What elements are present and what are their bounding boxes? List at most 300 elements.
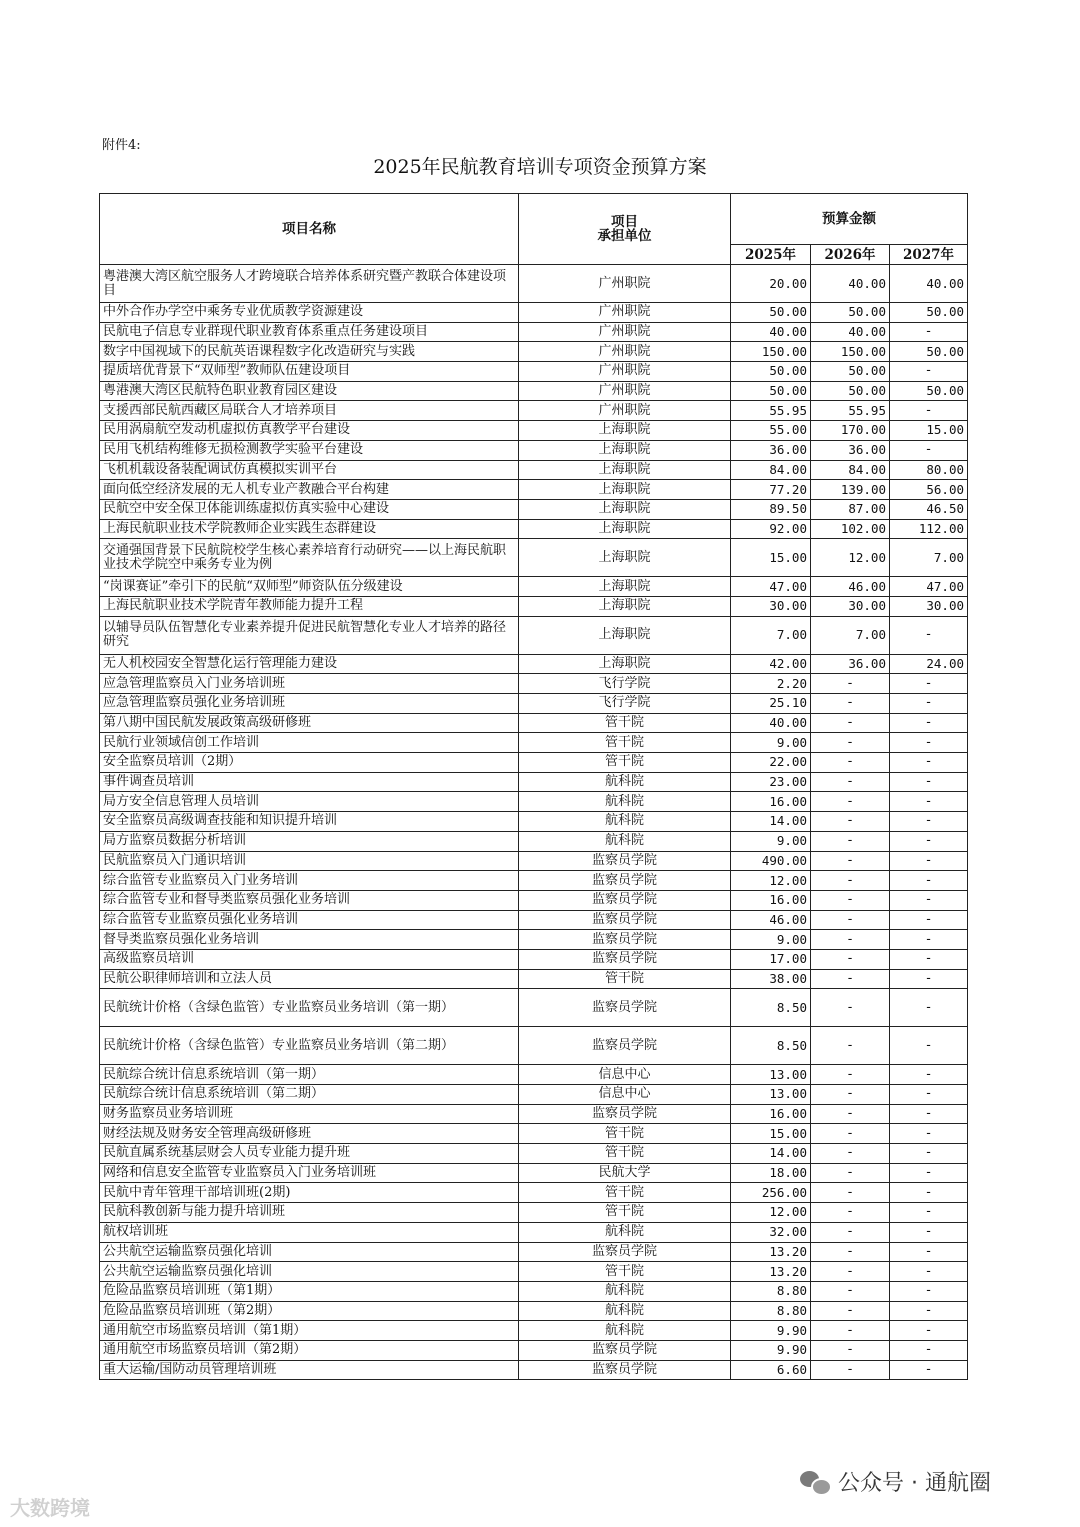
budget-2026-cell: - (811, 1163, 890, 1183)
header-year-2025: 2025年 (731, 245, 811, 265)
budget-2027-cell: - (890, 871, 968, 891)
project-name-cell: 事件调查员培训 (100, 772, 519, 792)
budget-2026-cell: - (811, 1203, 890, 1223)
table-row (100, 401, 968, 421)
table-row (100, 596, 968, 616)
budget-2027-cell: - (890, 890, 968, 910)
budget-2026-cell: 36.00 (811, 440, 890, 460)
project-name-cell: 高级监察员培训 (100, 949, 519, 969)
budget-2026-cell: 30.00 (811, 596, 890, 616)
budget-2027-cell: - (890, 1262, 968, 1282)
table-row (100, 1203, 968, 1223)
budget-2026-cell: - (811, 1124, 890, 1144)
budget-2026-cell: - (811, 1360, 890, 1380)
project-name-cell: 民航科教创新与能力提升培训班 (100, 1203, 519, 1223)
unit-cell: 航科院 (519, 1301, 731, 1321)
budget-2025-cell: 8.80 (731, 1281, 811, 1301)
header-unit: 项目 承担单位 (519, 194, 731, 265)
project-name-cell: 安全监察员高级调查技能和知识提升培训 (100, 812, 519, 832)
budget-2025-cell: 150.00 (731, 342, 811, 362)
table-row (100, 519, 968, 539)
project-name-cell: 应急管理监察员入门业务培训班 (100, 674, 519, 694)
table-row (100, 480, 968, 500)
budget-2025-cell: 77.20 (731, 480, 811, 500)
unit-cell: 管干院 (519, 1124, 731, 1144)
watermark-right-text: 公众号 · 通航圈 (838, 1471, 991, 1496)
unit-cell: 监察员学院 (519, 1360, 731, 1380)
budget-2027-cell: - (890, 1242, 968, 1262)
unit-cell: 上海职院 (519, 596, 731, 616)
budget-2027-cell: - (890, 1027, 968, 1065)
table-row (100, 1144, 968, 1164)
budget-2026-cell: 12.00 (811, 539, 890, 577)
project-name-cell: 第八期中国民航发展政策高级研修班 (100, 713, 519, 733)
unit-cell: 飞行学院 (519, 694, 731, 714)
budget-2027-cell: - (890, 1163, 968, 1183)
project-name-cell: 公共航空运输监察员强化培训 (100, 1242, 519, 1262)
project-name-cell: 通用航空市场监察员培训（第1期） (100, 1321, 519, 1341)
table-row (100, 265, 968, 303)
unit-cell: 广州职院 (519, 322, 731, 342)
budget-2027-cell: - (890, 792, 968, 812)
budget-2026-cell: - (811, 989, 890, 1027)
budget-2025-cell: 13.00 (731, 1065, 811, 1085)
budget-2026-cell: 40.00 (811, 265, 890, 303)
budget-2026-cell: 50.00 (811, 303, 890, 323)
table-row (100, 772, 968, 792)
budget-2025-cell: 18.00 (731, 1163, 811, 1183)
budget-2026-cell: 55.95 (811, 401, 890, 421)
budget-2027-cell: - (890, 713, 968, 733)
table-row (100, 1242, 968, 1262)
budget-2027-cell: 15.00 (890, 421, 968, 441)
budget-2025-cell: 16.00 (731, 1104, 811, 1124)
project-name-cell: 重大运输/国防动员管理培训班 (100, 1360, 519, 1380)
budget-2025-cell: 55.00 (731, 421, 811, 441)
budget-2026-cell: - (811, 1222, 890, 1242)
budget-2025-cell: 89.50 (731, 499, 811, 519)
budget-2026-cell: - (811, 930, 890, 950)
budget-2026-cell: 46.00 (811, 577, 890, 597)
budget-2026-cell: - (811, 1144, 890, 1164)
unit-cell: 民航大学 (519, 1163, 731, 1183)
table-row (100, 1281, 968, 1301)
unit-cell: 上海职院 (519, 440, 731, 460)
table-row (100, 1183, 968, 1203)
header-project-name: 项目名称 (100, 194, 519, 265)
budget-2025-cell: 14.00 (731, 812, 811, 832)
budget-2027-cell: - (890, 969, 968, 989)
budget-2027-cell: - (890, 1360, 968, 1380)
table-row (100, 674, 968, 694)
budget-2025-cell: 16.00 (731, 792, 811, 812)
budget-2026-cell: 102.00 (811, 519, 890, 539)
table-row (100, 1321, 968, 1341)
table-row (100, 539, 968, 577)
table-row (100, 1262, 968, 1282)
budget-2026-cell: - (811, 694, 890, 714)
budget-2027-cell: - (890, 772, 968, 792)
budget-2027-cell: 40.00 (890, 265, 968, 303)
project-name-cell: 粤港澳大湾区民航特色职业教育园区建设 (100, 381, 519, 401)
project-name-cell: 财务监察员业务培训班 (100, 1104, 519, 1124)
budget-2026-cell: 50.00 (811, 362, 890, 382)
budget-2027-cell: - (890, 1222, 968, 1242)
budget-2027-cell: - (890, 910, 968, 930)
project-name-cell: 数字中国视域下的民航英语课程数字化改造研究与实践 (100, 342, 519, 362)
budget-2026-cell: - (811, 1104, 890, 1124)
budget-2025-cell: 9.90 (731, 1340, 811, 1360)
unit-cell: 管干院 (519, 1183, 731, 1203)
project-name-cell: 财经法规及财务安全管理高级研修班 (100, 1124, 519, 1144)
budget-2025-cell: 32.00 (731, 1222, 811, 1242)
budget-2027-cell: 112.00 (890, 519, 968, 539)
budget-2027-cell: - (890, 1281, 968, 1301)
budget-2025-cell: 12.00 (731, 871, 811, 891)
header-budget: 预算金额 (731, 194, 968, 245)
budget-2025-cell: 47.00 (731, 577, 811, 597)
project-name-cell: 中外合作办学空中乘务专业优质教学资源建设 (100, 303, 519, 323)
budget-2027-cell: 50.00 (890, 381, 968, 401)
project-name-cell: 民航公职律师培训和立法人员 (100, 969, 519, 989)
budget-2026-cell: - (811, 713, 890, 733)
attachment-label: 附件4: (102, 138, 141, 153)
budget-2026-cell: 170.00 (811, 421, 890, 441)
budget-2026-cell: - (811, 910, 890, 930)
unit-cell: 监察员学院 (519, 989, 731, 1027)
unit-cell: 上海职院 (519, 460, 731, 480)
table-row (100, 381, 968, 401)
budget-2025-cell: 50.00 (731, 303, 811, 323)
table-row (100, 713, 968, 733)
budget-2025-cell: 13.20 (731, 1262, 811, 1282)
budget-2025-cell: 9.90 (731, 1321, 811, 1341)
budget-2027-cell: 46.50 (890, 499, 968, 519)
unit-cell: 管干院 (519, 753, 731, 773)
table-row (100, 694, 968, 714)
table-row (100, 930, 968, 950)
unit-cell: 航科院 (519, 772, 731, 792)
budget-2027-cell: - (890, 674, 968, 694)
unit-cell: 上海职院 (519, 539, 731, 577)
unit-cell: 航科院 (519, 812, 731, 832)
unit-cell: 广州职院 (519, 303, 731, 323)
budget-2025-cell: 20.00 (731, 265, 811, 303)
unit-cell: 飞行学院 (519, 674, 731, 694)
table-row (100, 890, 968, 910)
budget-2026-cell: 139.00 (811, 480, 890, 500)
budget-2026-cell: - (811, 792, 890, 812)
unit-cell: 上海职院 (519, 577, 731, 597)
budget-2025-cell: 46.00 (731, 910, 811, 930)
watermark-right (800, 1466, 991, 1497)
budget-2027-cell: - (890, 401, 968, 421)
table-row (100, 910, 968, 930)
project-name-cell: 民航综合统计信息系统培训（第一期） (100, 1065, 519, 1085)
budget-2025-cell: 17.00 (731, 949, 811, 969)
budget-2027-cell: - (890, 831, 968, 851)
budget-2027-cell: 30.00 (890, 596, 968, 616)
table-row (100, 499, 968, 519)
table-row (100, 812, 968, 832)
budget-2025-cell: 92.00 (731, 519, 811, 539)
budget-2025-cell: 8.50 (731, 989, 811, 1027)
budget-2027-cell: - (890, 989, 968, 1027)
budget-2026-cell: - (811, 871, 890, 891)
watermark-left: 大数跨境 (10, 1496, 90, 1520)
table-row (100, 362, 968, 382)
unit-cell: 广州职院 (519, 265, 731, 303)
document-title: 2025年民航教育培训专项资金预算方案 (373, 156, 707, 178)
project-name-cell: 局方监察员数据分析培训 (100, 831, 519, 851)
project-name-cell: 公共航空运输监察员强化培训 (100, 1262, 519, 1282)
table-row (100, 440, 968, 460)
budget-2026-cell: - (811, 851, 890, 871)
unit-cell: 监察员学院 (519, 910, 731, 930)
budget-2025-cell: 25.10 (731, 694, 811, 714)
project-name-cell: 网络和信息安全监管专业监察员入门业务培训班 (100, 1163, 519, 1183)
budget-2025-cell: 9.00 (731, 733, 811, 753)
project-name-cell: 综合监管专业监察员入门业务培训 (100, 871, 519, 891)
unit-cell: 监察员学院 (519, 1027, 731, 1065)
budget-2025-cell: 12.00 (731, 1203, 811, 1223)
project-name-cell: 民航统计价格（含绿色监管）专业监察员业务培训（第二期） (100, 1027, 519, 1065)
table-row (100, 460, 968, 480)
budget-2027-cell: - (890, 1183, 968, 1203)
project-name-cell: 局方安全信息管理人员培训 (100, 792, 519, 812)
unit-cell: 管干院 (519, 969, 731, 989)
unit-cell: 上海职院 (519, 499, 731, 519)
unit-cell: 监察员学院 (519, 949, 731, 969)
unit-cell: 航科院 (519, 792, 731, 812)
unit-cell: 监察员学院 (519, 1340, 731, 1360)
unit-cell: 广州职院 (519, 342, 731, 362)
budget-2027-cell: - (890, 851, 968, 871)
unit-cell: 监察员学院 (519, 1242, 731, 1262)
budget-2025-cell: 8.50 (731, 1027, 811, 1065)
budget-2027-cell: - (890, 949, 968, 969)
project-name-cell: 民航电子信息专业群现代职业教育体系重点任务建设项目 (100, 322, 519, 342)
project-name-cell: 民航空中安全保卫体能训练虚拟仿真实验中心建设 (100, 499, 519, 519)
table-row (100, 322, 968, 342)
budget-2027-cell: 56.00 (890, 480, 968, 500)
budget-2025-cell: 42.00 (731, 654, 811, 674)
budget-table-body (100, 265, 968, 1380)
budget-2025-cell: 6.60 (731, 1360, 811, 1380)
unit-cell: 监察员学院 (519, 930, 731, 950)
budget-2027-cell: 50.00 (890, 342, 968, 362)
table-row (100, 1124, 968, 1144)
table-row (100, 1065, 968, 1085)
unit-cell: 管干院 (519, 713, 731, 733)
project-name-cell: 危险品监察员培训班（第1期） (100, 1281, 519, 1301)
table-row (100, 1104, 968, 1124)
budget-2026-cell: 36.00 (811, 654, 890, 674)
budget-2026-cell: 7.00 (811, 616, 890, 654)
budget-2026-cell: - (811, 1301, 890, 1321)
budget-2025-cell: 2.20 (731, 674, 811, 694)
unit-cell: 上海职院 (519, 480, 731, 500)
budget-2025-cell: 38.00 (731, 969, 811, 989)
project-name-cell: 飞机机载设备装配调试仿真模拟实训平台 (100, 460, 519, 480)
project-name-cell: 民航行业领域信创工作培训 (100, 733, 519, 753)
unit-cell: 广州职院 (519, 362, 731, 382)
table-row (100, 1340, 968, 1360)
project-name-cell: 通用航空市场监察员培训（第2期） (100, 1340, 519, 1360)
project-name-cell: 民航综合统计信息系统培训（第二期） (100, 1085, 519, 1105)
project-name-cell: 提质培优背景下“双师型”教师队伍建设项目 (100, 362, 519, 382)
unit-cell: 航科院 (519, 831, 731, 851)
budget-2027-cell: - (890, 1065, 968, 1085)
budget-2026-cell: - (811, 733, 890, 753)
budget-2027-cell: - (890, 1340, 968, 1360)
budget-2026-cell: - (811, 1281, 890, 1301)
budget-2026-cell: - (811, 1065, 890, 1085)
unit-cell: 上海职院 (519, 421, 731, 441)
unit-cell: 监察员学院 (519, 871, 731, 891)
wechat-icon (800, 1469, 830, 1495)
table-row (100, 1360, 968, 1380)
project-name-cell: 上海民航职业技术学院教师企业实践生态群建设 (100, 519, 519, 539)
table-row (100, 1027, 968, 1065)
budget-2026-cell: - (811, 674, 890, 694)
budget-2026-cell: 50.00 (811, 381, 890, 401)
budget-2026-cell: - (811, 772, 890, 792)
project-name-cell: 危险品监察员培训班（第2期） (100, 1301, 519, 1321)
project-name-cell: 交通强国背景下民航院校学生核心素养培育行动研究——以上海民航职业技术学院空中乘务专业为例 (100, 539, 519, 577)
project-name-cell: 民用飞机结构维修无损检测教学实验平台建设 (100, 440, 519, 460)
table-row (100, 342, 968, 362)
budget-2025-cell: 13.00 (731, 1085, 811, 1105)
project-name-cell: 上海民航职业技术学院青年教师能力提升工程 (100, 596, 519, 616)
project-name-cell: 民航监察员入门通识培训 (100, 851, 519, 871)
budget-2026-cell: - (811, 1242, 890, 1262)
budget-2026-cell: 40.00 (811, 322, 890, 342)
project-name-cell: 航权培训班 (100, 1222, 519, 1242)
budget-2027-cell: 47.00 (890, 577, 968, 597)
project-name-cell: 综合监管专业和督导类监察员强化业务培训 (100, 890, 519, 910)
table-row (100, 421, 968, 441)
budget-2027-cell: - (890, 930, 968, 950)
budget-2026-cell: - (811, 1262, 890, 1282)
budget-2027-cell: - (890, 1085, 968, 1105)
project-name-cell: 应急管理监察员强化业务培训班 (100, 694, 519, 714)
budget-2027-cell: 80.00 (890, 460, 968, 480)
unit-cell: 管干院 (519, 1203, 731, 1223)
budget-2027-cell: - (890, 1144, 968, 1164)
table-row (100, 733, 968, 753)
unit-cell: 上海职院 (519, 654, 731, 674)
budget-2025-cell: 50.00 (731, 362, 811, 382)
budget-2026-cell: - (811, 1340, 890, 1360)
budget-2027-cell: - (890, 1321, 968, 1341)
budget-2027-cell: - (890, 1203, 968, 1223)
unit-cell: 广州职院 (519, 401, 731, 421)
budget-2025-cell: 14.00 (731, 1144, 811, 1164)
project-name-cell: “岗课赛证”牵引下的民航“双师型”师资队伍分级建设 (100, 577, 519, 597)
budget-2027-cell: - (890, 616, 968, 654)
budget-table (99, 193, 968, 1380)
table-row (100, 792, 968, 812)
table-row (100, 1301, 968, 1321)
project-name-cell: 民航统计价格（含绿色监管）专业监察员业务培训（第一期） (100, 989, 519, 1027)
budget-2027-cell: - (890, 322, 968, 342)
budget-2026-cell: 150.00 (811, 342, 890, 362)
budget-2026-cell: - (811, 969, 890, 989)
project-name-cell: 粤港澳大湾区航空服务人才跨境联合培养体系研究暨产教联合体建设项目 (100, 265, 519, 303)
budget-2027-cell: - (890, 694, 968, 714)
unit-cell: 信息中心 (519, 1085, 731, 1105)
unit-cell: 监察员学院 (519, 890, 731, 910)
budget-2025-cell: 490.00 (731, 851, 811, 871)
unit-cell: 航科院 (519, 1281, 731, 1301)
table-row (100, 753, 968, 773)
budget-2025-cell: 9.00 (731, 930, 811, 950)
budget-2025-cell: 16.00 (731, 890, 811, 910)
table-row (100, 949, 968, 969)
unit-cell: 监察员学院 (519, 851, 731, 871)
budget-2027-cell: 7.00 (890, 539, 968, 577)
project-name-cell: 民航中青年管理干部培训班(2期) (100, 1183, 519, 1203)
table-row (100, 851, 968, 871)
budget-2025-cell: 15.00 (731, 1124, 811, 1144)
project-name-cell: 安全监察员培训（2期） (100, 753, 519, 773)
unit-cell: 上海职院 (519, 616, 731, 654)
unit-cell: 广州职院 (519, 381, 731, 401)
unit-cell: 信息中心 (519, 1065, 731, 1085)
unit-cell: 管干院 (519, 1144, 731, 1164)
budget-2026-cell: - (811, 949, 890, 969)
unit-cell: 航科院 (519, 1321, 731, 1341)
table-row (100, 871, 968, 891)
budget-2025-cell: 50.00 (731, 381, 811, 401)
budget-2026-cell: - (811, 1085, 890, 1105)
budget-2027-cell: - (890, 1104, 968, 1124)
unit-cell: 管干院 (519, 1262, 731, 1282)
table-row (100, 1085, 968, 1105)
budget-2025-cell: 15.00 (731, 539, 811, 577)
unit-cell: 航科院 (519, 1222, 731, 1242)
budget-2025-cell: 23.00 (731, 772, 811, 792)
table-row (100, 577, 968, 597)
project-name-cell: 无人机校园安全智慧化运行管理能力建设 (100, 654, 519, 674)
table-row (100, 616, 968, 654)
budget-2025-cell: 256.00 (731, 1183, 811, 1203)
header-year-2026: 2026年 (811, 245, 890, 265)
budget-2025-cell: 13.20 (731, 1242, 811, 1262)
budget-2025-cell: 40.00 (731, 713, 811, 733)
table-row (100, 303, 968, 323)
budget-2027-cell: - (890, 812, 968, 832)
budget-2025-cell: 30.00 (731, 596, 811, 616)
table-row (100, 1163, 968, 1183)
budget-2025-cell: 8.80 (731, 1301, 811, 1321)
project-name-cell: 民用涡扇航空发动机虚拟仿真教学平台建设 (100, 421, 519, 441)
budget-2026-cell: - (811, 753, 890, 773)
budget-2026-cell: - (811, 1321, 890, 1341)
budget-2027-cell: 24.00 (890, 654, 968, 674)
budget-2025-cell: 40.00 (731, 322, 811, 342)
budget-2026-cell: - (811, 831, 890, 851)
budget-2025-cell: 84.00 (731, 460, 811, 480)
budget-2027-cell: - (890, 1301, 968, 1321)
project-name-cell: 民航直属系统基层财会人员专业能力提升班 (100, 1144, 519, 1164)
table-row (100, 989, 968, 1027)
budget-2025-cell: 55.95 (731, 401, 811, 421)
project-name-cell: 综合监管专业监察员强化业务培训 (100, 910, 519, 930)
budget-2025-cell: 22.00 (731, 753, 811, 773)
budget-2026-cell: - (811, 1027, 890, 1065)
